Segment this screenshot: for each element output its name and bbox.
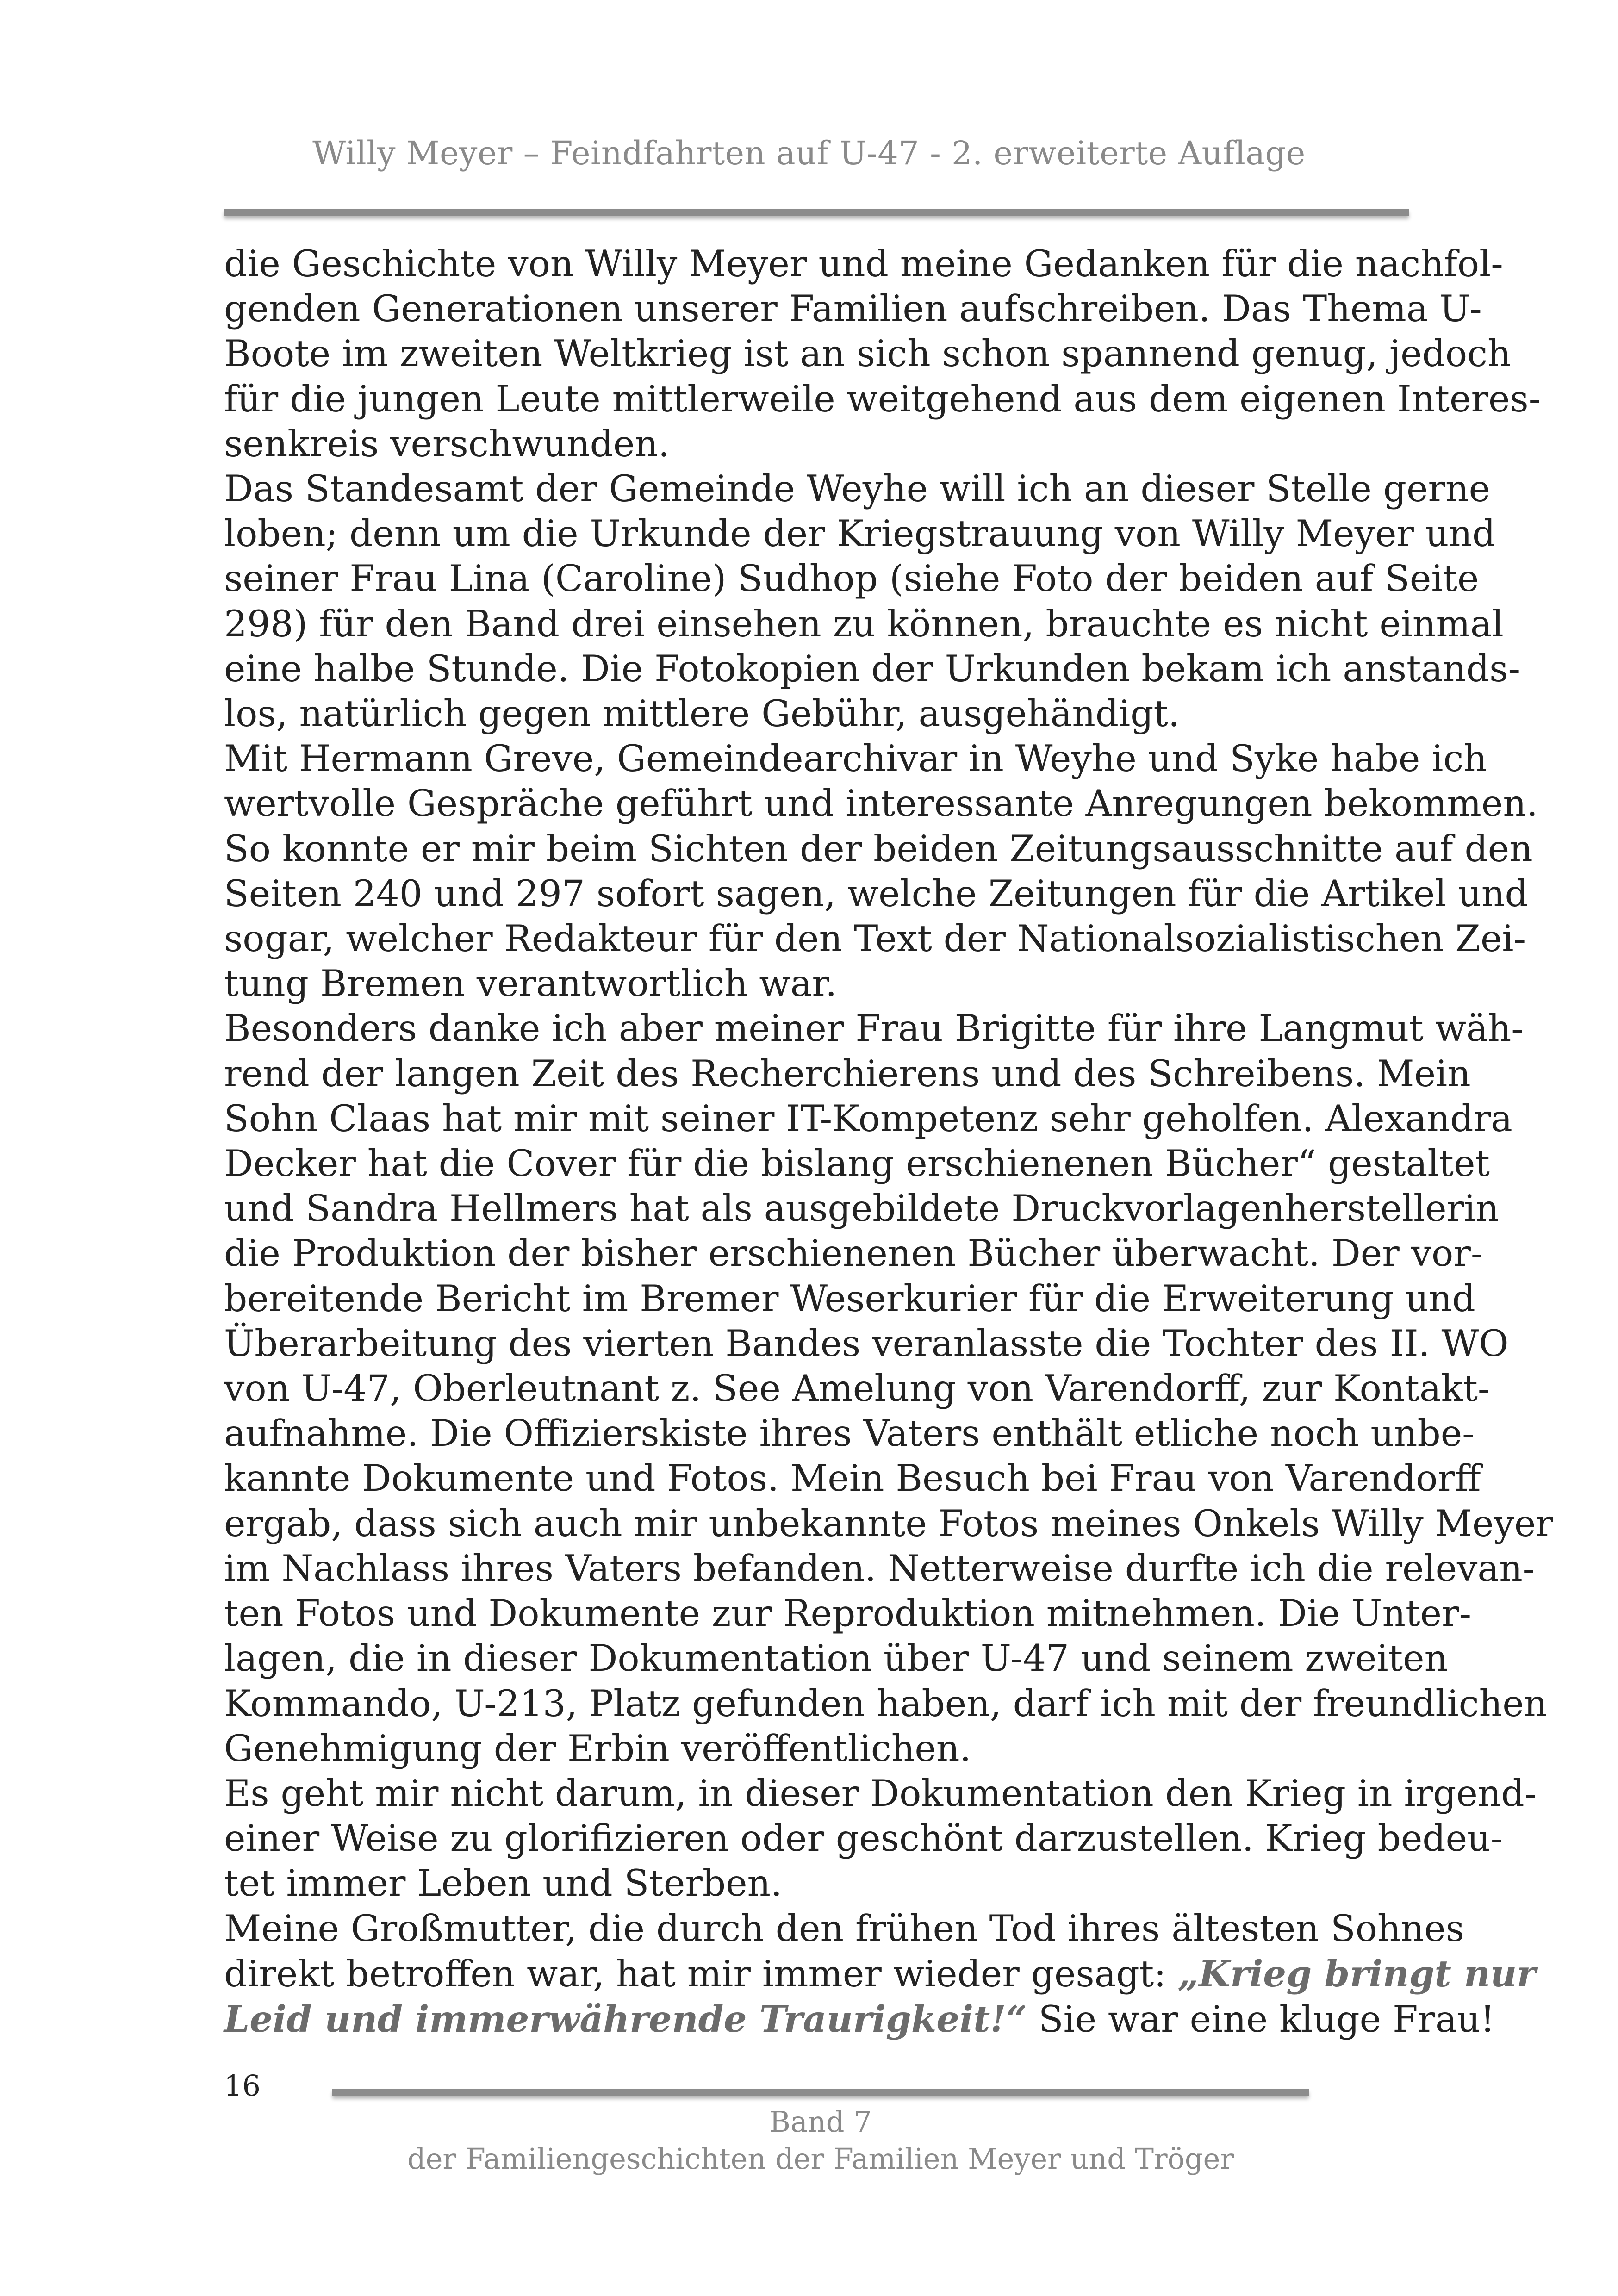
text-line: von U-47, Oberleutnant z. See Amelung von Varendorff, zur Kontakt- — [224, 1367, 1490, 1410]
text-line: ergab, dass sich auch mir unbekannte Fotos meines Onkels Willy Meyer — [224, 1502, 1553, 1545]
text-line: loben; denn um die Urkunde der Kriegstrauung von Willy Meyer und — [224, 512, 1496, 555]
text-line: für die jungen Leute mittlerweile weitgehend aus dem eigenen Interes- — [224, 377, 1541, 420]
paragraph — [224, 242, 1541, 467]
header-rule — [224, 209, 1409, 216]
text-line: seiner Frau Lina (Caroline) Sudhop (siehe Foto der beiden auf Seite — [224, 557, 1479, 600]
closing-paragraph — [224, 1906, 1536, 2042]
text-line: lagen, die in dieser Dokumentation über U-47 und seinem zweiten — [224, 1637, 1448, 1680]
body-text — [224, 242, 1553, 2042]
text-line: Boote im zweiten Weltkrieg ist an sich schon spannend genug, jedoch — [224, 332, 1511, 375]
paragraph — [224, 467, 1520, 736]
text-line: Kommando, U-213, Platz gefunden haben, darf ich mit der freundlichen — [224, 1682, 1548, 1725]
closing-text: Sie war eine kluge Frau! — [1027, 1997, 1495, 2041]
footer-series-title: der Familiengeschichten der Familien Meyer und Tröger — [407, 2142, 1234, 2176]
text-line: Überarbeitung des vierten Bandes veranlasste die Tochter des II. WO — [224, 1322, 1509, 1365]
text-line: ten Fotos und Dokumente zur Reproduktion mitnehmen. Die Unter- — [224, 1592, 1472, 1635]
footer-volume: Band 7 — [769, 2105, 872, 2139]
text-line: bereitende Bericht im Bremer Weserkurier für die Erweiterung und — [224, 1277, 1475, 1320]
text-line: Seiten 240 und 297 sofort sagen, welche Zeitungen für die Artikel und — [224, 872, 1528, 915]
text-line: Das Standesamt der Gemeinde Weyhe will ich an dieser Stelle gerne — [224, 467, 1491, 510]
text-line: eine halbe Stunde. Die Fotokopien der Urkunden bekam ich anstands- — [224, 647, 1520, 690]
text-line: tet immer Leben und Sterben. — [224, 1862, 783, 1905]
closing-text: direkt betroffen war, hat mir immer wieder gesagt: — [224, 1952, 1178, 1995]
text-line: los, natürlich gegen mittlere Gebühr, ausgehändigt. — [224, 692, 1180, 735]
emphasized-quote: Leid und immerwährende Traurigkeit!“ — [224, 1997, 1027, 2041]
text-line: senkreis verschwunden. — [224, 422, 670, 465]
paragraph — [224, 736, 1538, 1006]
text-line — [224, 1997, 1495, 2042]
text-line: Es geht mir nicht darum, in dieser Dokumentation den Krieg in irgend- — [224, 1772, 1537, 1815]
text-line: So konnte er mir beim Sichten der beiden Zeitungsausschnitte auf den — [224, 827, 1533, 870]
running-header-title: Willy Meyer – Feindfahrten auf U-47 - 2. erweiterte Auflage — [312, 134, 1306, 172]
text-line: genden Generationen unserer Familien aufschreiben. Das Thema U- — [224, 287, 1482, 330]
emphasized-quote: „Krieg bringt nur — [1177, 1952, 1536, 1995]
paragraph — [224, 1006, 1553, 1771]
text-line: sogar, welcher Redakteur für den Text der Nationalsozialistischen Zei- — [224, 917, 1526, 960]
text-line: Mit Hermann Greve, Gemeindearchivar in Weyhe und Syke habe ich — [224, 737, 1487, 780]
text-line: im Nachlass ihres Vaters befanden. Netterweise durfte ich die relevan- — [224, 1547, 1535, 1590]
text-line: rend der langen Zeit des Recherchierens und des Schreibens. Mein — [224, 1052, 1471, 1095]
text-line: 298) für den Band drei einsehen zu können, brauchte es nicht einmal — [224, 602, 1504, 645]
text-line: die Produktion der bisher erschienenen Bücher überwacht. Der vor- — [224, 1232, 1483, 1275]
text-line — [224, 1951, 1536, 1997]
text-line: Meine Großmutter, die durch den frühen Tod ihres ältesten Sohnes — [224, 1907, 1464, 1950]
text-line: tung Bremen verantwortlich war. — [224, 962, 837, 1005]
text-line: wertvolle Gespräche geführt und interessante Anregungen bekommen. — [224, 782, 1538, 825]
text-line: Genehmigung der Erbin veröffentlichen. — [224, 1727, 971, 1770]
text-line: einer Weise zu glorifizieren oder geschönt darzustellen. Krieg bedeu- — [224, 1817, 1503, 1860]
text-line: aufnahme. Die Offizierskiste ihres Vaters enthält etliche noch unbe- — [224, 1412, 1475, 1455]
paragraph — [224, 1771, 1537, 1906]
footer-rule — [332, 2089, 1309, 2096]
text-line: kannte Dokumente und Fotos. Mein Besuch bei Frau von Varendorff — [224, 1457, 1481, 1500]
text-line: Decker hat die Cover für die bislang erschienenen Bücher“ gestaltet — [224, 1142, 1490, 1185]
page-number: 16 — [224, 2069, 261, 2103]
text-line: Besonders danke ich aber meiner Frau Brigitte für ihre Langmut wäh- — [224, 1007, 1524, 1050]
text-line: Sohn Claas hat mir mit seiner IT-Kompetenz sehr geholfen. Alexandra — [224, 1097, 1512, 1140]
text-line: die Geschichte von Willy Meyer und meine Gedanken für die nachfol- — [224, 243, 1503, 285]
text-line: und Sandra Hellmers hat als ausgebildete Druckvorlagenherstellerin — [224, 1187, 1499, 1230]
